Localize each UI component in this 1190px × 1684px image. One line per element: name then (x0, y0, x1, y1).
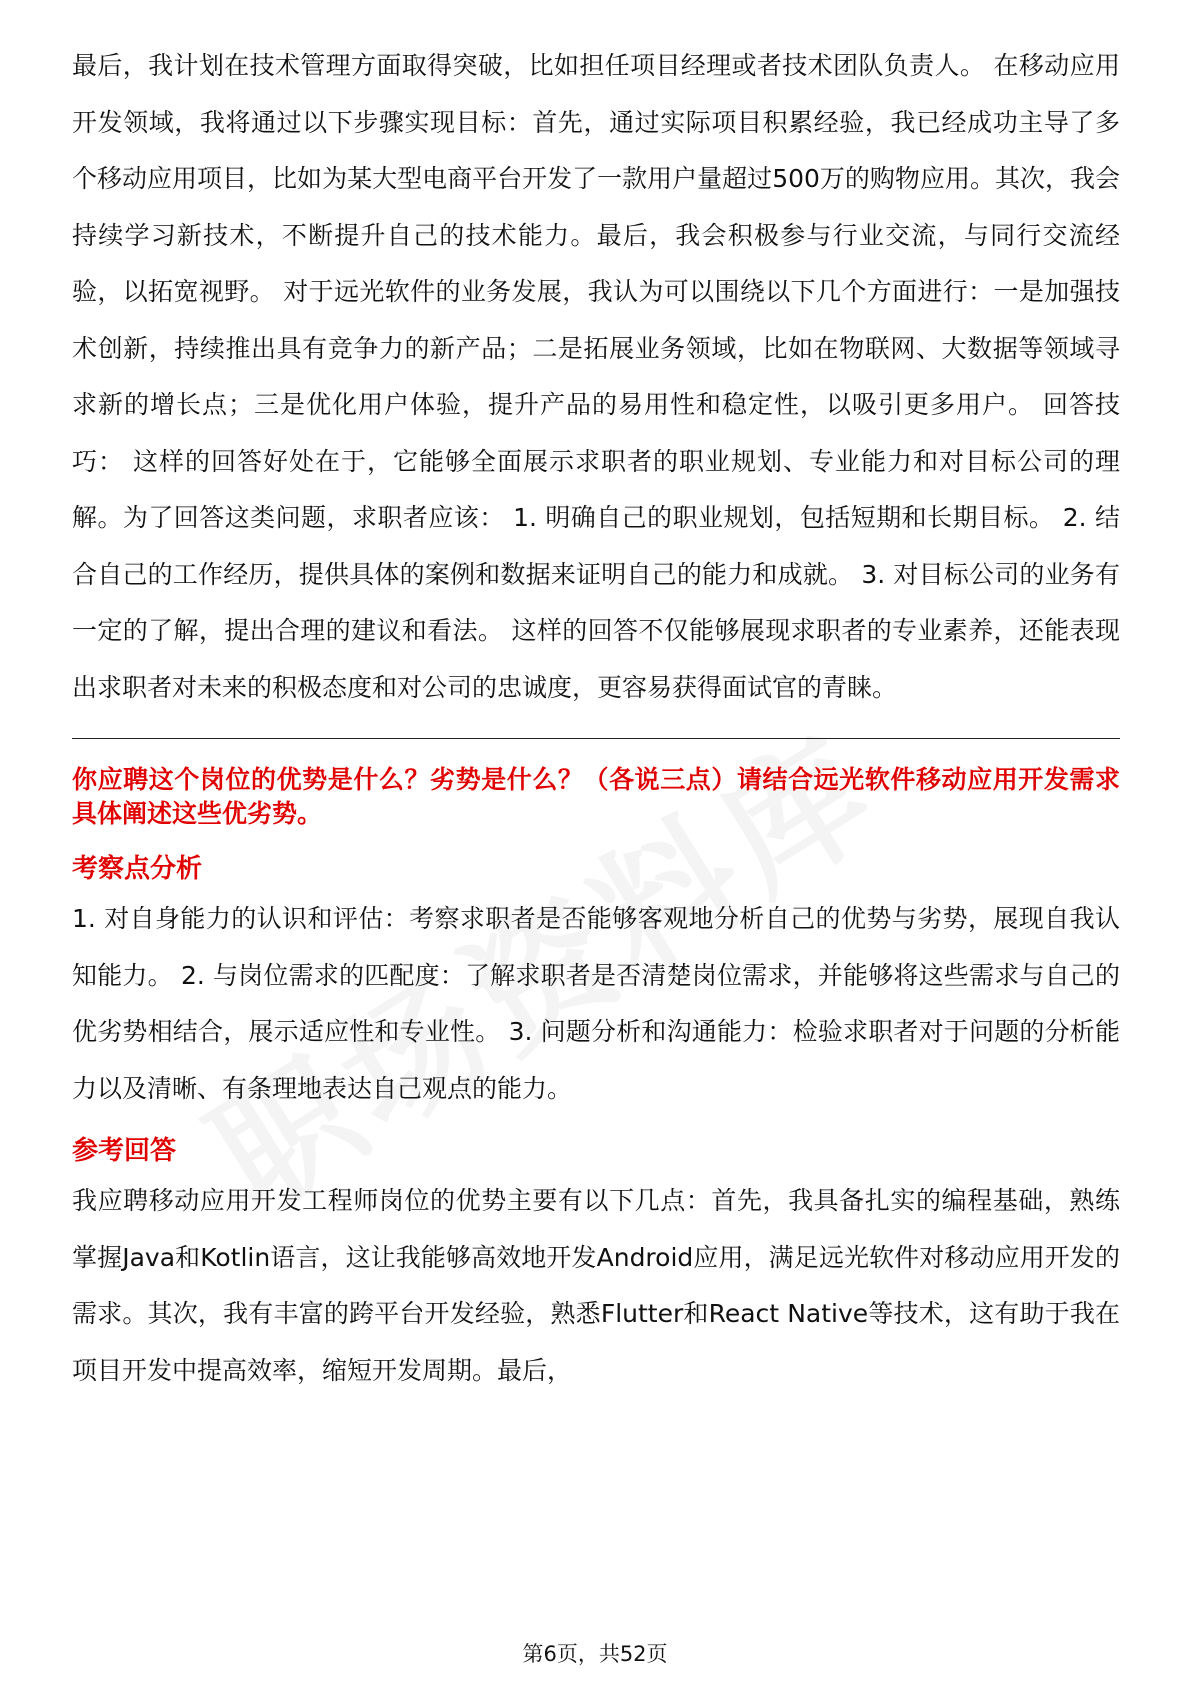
reference-heading: 参考回答 (72, 1136, 177, 1166)
analysis-text: 1. 对自身能力的认识和评估：考察求职者是否能够客观地分析自己的优势与劣势，展现自我认知能力。 2. 与岗位需求的匹配度：了解求职者是否清楚岗位需求，并能够将这些需求与自己的优劣势相结合，展示适应性和专业性。 3. 问题分析和沟通能力：检验求职者对于问题的分析能力以及清晰、有条理地表达自己观点的能力。 (72, 904, 1120, 1103)
section-divider (72, 738, 1120, 739)
page-number-footer: 第6页，共52页 (522, 1642, 668, 1666)
reference-answer-text: 我应聘移动应用开发工程师岗位的优势主要有以下几点：首先，我具备扎实的编程基础，熟练掌握Java和Kotlin语言，这让我能够高效地开发Android应用，满足远光软件对移动应用开发的需求。其次，我有丰富的跨平台开发经验，熟悉Flutter和React Native等技术，这有助于我在项目开发中提高效率，缩短开发周期。最后， (72, 1186, 1120, 1385)
interview-question: 你应聘这个岗位的优势是什么？劣势是什么？（各说三点）请结合远光软件移动应用开发需求具体阐述这些优劣势。 (72, 765, 1120, 828)
document-page (72, 38, 1120, 1399)
analysis-heading: 考察点分析 (72, 854, 203, 884)
intro-paragraph: 最后，我计划在技术管理方面取得突破，比如担任项目经理或者技术团队负责人。 在移动应用开发领域，我将通过以下步骤实现目标：首先，通过实际项目积累经验，我已经成功主导了多个移动应用项目，比如为某大型电商平台开发了一款用户量超过500万的购物应用。其次，我会持续学习新技术，不断提升自己的技术能力。最后，我会积极参与行业交流，与同行交流经验，以拓宽视野。 对于远光软件的业务发展，我认为可以围绕以下几个方面进行：一是加强技术创新，持续推出具有竞争力的新产品；二是拓展业务领域，比如在物联网、大数据等领域寻求新的增长点；三是优化用户体验，提升产品的易用性和稳定性，以吸引更多用户。 回答技巧： 这样的回答好处在于，它能够全面展示求职者的职业规划、专业能力和对目标公司的理解。为了回答这类问题，求职者应该： 1. 明确自己的职业规划，包括短期和长期目标。 2. 结合自己的工作经历，提供具体的案例和数据来证明自己的能力和成就。 3. 对目标公司的业务有一定的了解，提出合理的建议和看法。 这样的回答不仅能够展现求职者的专业素养，还能表现出求职者对未来的积极态度和对公司的忠诚度，更容易获得面试官的青睐。 (72, 51, 1120, 702)
